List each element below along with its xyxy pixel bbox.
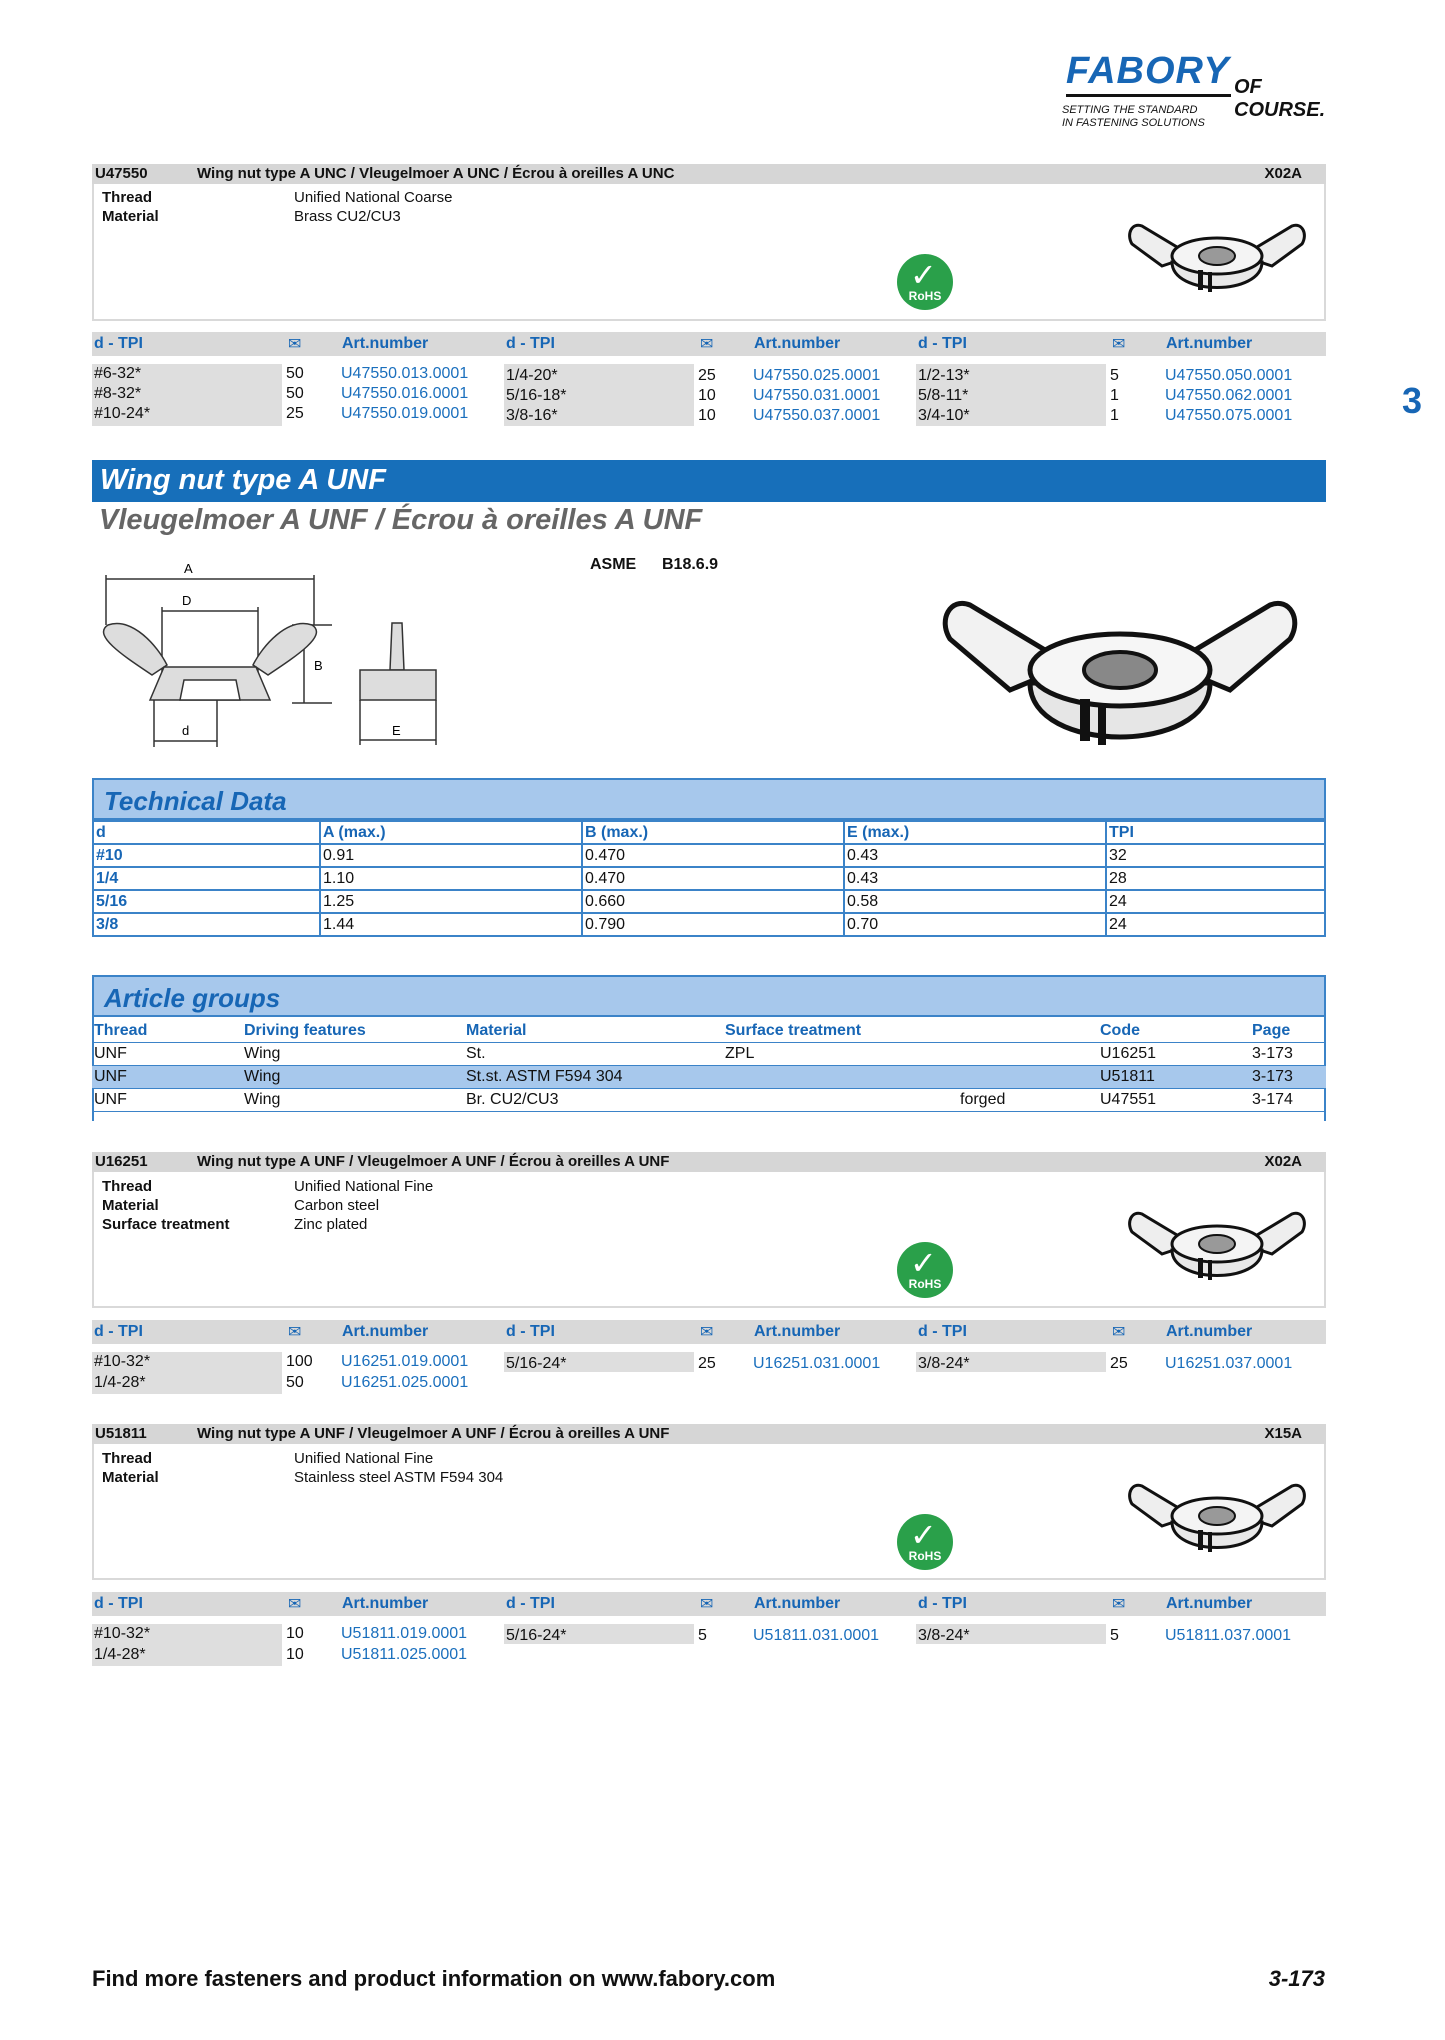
table-row — [93, 913, 1325, 936]
article-table-header — [92, 1592, 1326, 1616]
prop-value: Unified National Fine — [294, 1450, 434, 1467]
logo-brand: FABORY — [1066, 50, 1230, 92]
tech-cell: 0.660 — [582, 890, 844, 913]
thread-size: #6-32* — [94, 365, 142, 382]
article-link[interactable]: U51811.031.0001 — [753, 1627, 880, 1644]
product-header — [92, 164, 1326, 184]
tech-cell: 0.470 — [582, 867, 844, 890]
logo-tagline-1: SETTING THE STANDARD — [1062, 104, 1198, 116]
tech-header: E (max.) — [844, 821, 1106, 844]
table-row — [93, 844, 1325, 867]
thread-size: #8-32* — [94, 385, 142, 402]
table-row — [93, 867, 1325, 890]
article-groups-title-bar — [92, 975, 1326, 1017]
quantity: 1 — [1110, 387, 1119, 404]
prop-value: Zinc plated — [294, 1216, 368, 1233]
groups-cell — [958, 1043, 1098, 1066]
prop-label: Surface treatment — [102, 1216, 230, 1233]
article-link[interactable]: U16251.037.0001 — [1165, 1355, 1293, 1372]
tech-header: B (max.) — [582, 821, 844, 844]
col-dtpi: d - TPI — [94, 1323, 143, 1340]
package-icon: ✉ — [288, 1596, 302, 1613]
dim-label: A — [184, 561, 193, 576]
groups-cell: UNF — [92, 1043, 242, 1066]
groups-cell: Wing — [242, 1043, 464, 1066]
package-icon: ✉ — [700, 336, 714, 353]
tech-cell: 1/4 — [93, 867, 320, 890]
article-link[interactable]: U47550.050.0001 — [1165, 367, 1293, 384]
tech-cell: 24 — [1106, 913, 1325, 936]
groups-header — [958, 1020, 1098, 1043]
tech-cell: 5/16 — [93, 890, 320, 913]
groups-header: Thread — [92, 1020, 242, 1043]
thread-size: #10-24* — [94, 405, 151, 422]
quantity: 50 — [286, 1374, 304, 1391]
prop-value: Unified National Coarse — [294, 189, 453, 206]
tech-data-table — [92, 820, 1326, 937]
section-title-bar — [92, 460, 1326, 502]
thread-size: #10-32* — [94, 1625, 151, 1642]
groups-cell: U51811 — [1098, 1066, 1250, 1089]
thread-size: 1/4-28* — [94, 1646, 146, 1663]
table-row[interactable] — [92, 1043, 1326, 1066]
product-code: U51811 — [95, 1425, 147, 1442]
package-icon: ✉ — [1112, 1324, 1126, 1341]
quantity: 5 — [698, 1627, 707, 1644]
article-link[interactable]: U47550.062.0001 — [1165, 387, 1293, 404]
quantity: 10 — [698, 387, 716, 404]
dim-label: D — [182, 593, 192, 608]
col-art: Art.number — [754, 1323, 841, 1340]
dim-label: B — [314, 658, 323, 673]
product-description: Wing nut type A UNC / Vleugelmoer A UNC / Écrou à oreilles A UNC — [197, 165, 675, 182]
thread-size: 5/16-18* — [506, 387, 567, 404]
tech-cell: 1.25 — [320, 890, 582, 913]
package-icon: ✉ — [1112, 336, 1126, 353]
groups-cell: UNF — [92, 1066, 242, 1089]
package-icon: ✉ — [700, 1596, 714, 1613]
wing-nut-image — [1122, 1464, 1312, 1560]
article-groups-table — [92, 1020, 1326, 1112]
prop-value: Stainless steel ASTM F594 304 — [294, 1469, 504, 1486]
product-block-u16251 — [92, 1152, 1326, 1308]
col-art: Art.number — [342, 335, 429, 352]
groups-cell: St. — [464, 1043, 723, 1066]
col-dtpi: d - TPI — [506, 1595, 555, 1612]
prop-label: Thread — [102, 1178, 153, 1195]
dim-label: d — [182, 723, 190, 738]
col-art: Art.number — [342, 1595, 429, 1612]
thread-size: 3/8-24* — [918, 1627, 970, 1644]
quantity: 25 — [1110, 1355, 1128, 1372]
logo-sub: OF COURSE. — [1234, 76, 1326, 121]
tech-cell: 3/8 — [93, 913, 320, 936]
prop-value: Carbon steel — [294, 1197, 380, 1214]
quantity: 25 — [698, 1355, 716, 1372]
quantity: 50 — [286, 385, 304, 402]
tech-cell: 24 — [1106, 890, 1325, 913]
package-icon: ✉ — [700, 1324, 714, 1341]
prop-label: Thread — [102, 1450, 153, 1467]
article-link[interactable]: U51811.019.0001 — [341, 1625, 468, 1642]
col-art: Art.number — [754, 1595, 841, 1612]
page-number: 3-173 — [1268, 1966, 1325, 1991]
article-link[interactable]: U16251.019.0001 — [341, 1353, 469, 1370]
col-dtpi: d - TPI — [506, 1323, 555, 1340]
tech-header: TPI — [1106, 821, 1325, 844]
chapter-number: 3 — [1402, 380, 1423, 421]
article-link[interactable]: U51811.037.0001 — [1165, 1627, 1292, 1644]
logo-underline — [1066, 94, 1231, 97]
groups-cell: forged — [958, 1089, 1098, 1112]
rohs-badge: ✓ RoHS — [897, 254, 953, 310]
rohs-badge: ✓ RoHS — [897, 1514, 953, 1570]
groups-cell: 3-173 — [1250, 1043, 1326, 1066]
groups-cell: St.st. ASTM F594 304 — [464, 1066, 723, 1089]
tech-cell: #10 — [93, 844, 320, 867]
wing-nut-image — [1122, 1192, 1312, 1288]
col-dtpi: d - TPI — [918, 1595, 967, 1612]
col-dtpi: d - TPI — [94, 335, 143, 352]
quantity: 25 — [698, 367, 716, 384]
article-link[interactable]: U51811.025.0001 — [341, 1646, 468, 1663]
quantity: 100 — [286, 1353, 313, 1370]
tech-cell: 0.43 — [844, 844, 1106, 867]
product-symbol: X15A — [1264, 1425, 1302, 1442]
prop-value: Unified National Fine — [294, 1178, 434, 1195]
thread-size: 3/8-24* — [918, 1355, 970, 1372]
product-description: Wing nut type A UNF / Vleugelmoer A UNF / Écrou à oreilles A UNF — [197, 1425, 670, 1442]
fabory-logo — [1062, 50, 1342, 135]
article-link[interactable]: U16251.031.0001 — [753, 1355, 881, 1372]
tech-cell: 1.10 — [320, 867, 582, 890]
tech-cell: 0.70 — [844, 913, 1106, 936]
thread-size: 5/8-11* — [918, 387, 969, 404]
tech-cell: 1.44 — [320, 913, 582, 936]
quantity: 25 — [286, 405, 304, 422]
col-art: Art.number — [1166, 1595, 1253, 1612]
col-art: Art.number — [754, 335, 841, 352]
thread-size: 3/4-10* — [918, 407, 970, 424]
tech-data-title-bar — [92, 778, 1326, 820]
groups-cell: Wing — [242, 1089, 464, 1112]
quantity: 10 — [286, 1646, 304, 1663]
quantity: 5 — [1110, 367, 1119, 384]
article-link[interactable]: U47550.037.0001 — [753, 407, 881, 424]
section-subtitle: Vleugelmoer A UNF / Écrou à oreilles A UNF — [99, 504, 703, 536]
article-table-header — [92, 332, 1326, 356]
col-dtpi: d - TPI — [918, 1323, 967, 1340]
product-symbol: X02A — [1264, 165, 1302, 182]
tech-cell: 0.43 — [844, 867, 1106, 890]
col-art: Art.number — [1166, 1323, 1253, 1340]
thread-size: 1/4-20* — [506, 367, 558, 384]
product-block-u47550 — [92, 164, 1326, 321]
prop-label: Material — [102, 1197, 159, 1214]
quantity: 10 — [698, 407, 716, 424]
groups-cell — [723, 1089, 958, 1112]
groups-cell: U16251 — [1098, 1043, 1250, 1066]
tech-cell: 28 — [1106, 867, 1325, 890]
col-dtpi: d - TPI — [506, 335, 555, 352]
thread-size: 3/8-16* — [506, 407, 558, 424]
groups-cell: U47551 — [1098, 1089, 1250, 1112]
dim-label: E — [392, 723, 401, 738]
wing-nut-large-image — [930, 565, 1310, 755]
product-code: U16251 — [95, 1153, 148, 1170]
product-block-u51811 — [92, 1424, 1326, 1580]
tech-cell: 0.91 — [320, 844, 582, 867]
product-body — [92, 1444, 1326, 1580]
article-link[interactable]: U16251.025.0001 — [341, 1374, 469, 1391]
standard-label: ASME — [590, 556, 637, 573]
article-groups-title: Article groups — [104, 983, 281, 1013]
groups-cell: UNF — [92, 1089, 242, 1112]
article-link[interactable]: U47550.013.0001 — [341, 365, 469, 382]
groups-cell: 3-173 — [1250, 1066, 1326, 1089]
table-row — [93, 890, 1325, 913]
article-link[interactable]: U47550.031.0001 — [753, 387, 881, 404]
prop-value: Brass CU2/CU3 — [294, 208, 401, 225]
quantity: 10 — [286, 1625, 304, 1642]
rohs-badge: ✓ RoHS — [897, 1242, 953, 1298]
groups-cell — [958, 1066, 1098, 1089]
table-row[interactable] — [92, 1089, 1326, 1112]
quantity: 1 — [1110, 407, 1119, 424]
table-row[interactable] — [92, 1066, 1326, 1089]
thread-size: 5/16-24* — [506, 1355, 567, 1372]
quantity: 50 — [286, 365, 304, 382]
article-link[interactable]: U47550.025.0001 — [753, 367, 881, 384]
product-description: Wing nut type A UNF / Vleugelmoer A UNF / Écrou à oreilles A UNF — [197, 1153, 670, 1170]
product-body — [92, 1172, 1326, 1308]
col-art: Art.number — [342, 1323, 429, 1340]
prop-label: Material — [102, 1469, 159, 1486]
thread-size: 1/4-28* — [94, 1374, 146, 1391]
quantity: 5 — [1110, 1627, 1119, 1644]
tech-header: d — [93, 821, 320, 844]
groups-header: Surface treatment — [723, 1020, 958, 1043]
tech-data-title: Technical Data — [104, 786, 287, 816]
groups-header: Page — [1250, 1020, 1326, 1043]
col-dtpi: d - TPI — [918, 335, 967, 352]
product-body — [92, 184, 1326, 321]
article-table-header — [92, 1320, 1326, 1344]
package-icon: ✉ — [288, 336, 302, 353]
tech-cell: 32 — [1106, 844, 1325, 867]
groups-cell: ZPL — [723, 1043, 958, 1066]
col-dtpi: d - TPI — [94, 1595, 143, 1612]
thread-size: #10-32* — [94, 1353, 151, 1370]
col-art: Art.number — [1166, 335, 1253, 352]
thread-size: 1/2-13* — [918, 367, 970, 384]
groups-cell: Wing — [242, 1066, 464, 1089]
dimension-drawing-side — [350, 615, 450, 745]
prop-label: Material — [102, 208, 159, 225]
product-header — [92, 1424, 1326, 1444]
footer-text: Find more fasteners and product information on www.fabory.com — [92, 1966, 776, 1991]
groups-header: Driving features — [242, 1020, 464, 1043]
groups-cell: 3-174 — [1250, 1089, 1326, 1112]
thread-size: 5/16-24* — [506, 1627, 567, 1644]
prop-label: Thread — [102, 189, 153, 206]
product-code: U47550 — [95, 165, 148, 182]
tech-cell: 0.790 — [582, 913, 844, 936]
groups-header: Code — [1098, 1020, 1250, 1043]
article-link[interactable]: U47550.019.0001 — [341, 405, 469, 422]
section-title: Wing nut type A UNF — [100, 464, 386, 496]
logo-tagline-2: IN FASTENING SOLUTIONS — [1062, 117, 1205, 129]
tech-header: A (max.) — [320, 821, 582, 844]
groups-header: Material — [464, 1020, 723, 1043]
product-header — [92, 1152, 1326, 1172]
dimension-drawing-front — [92, 555, 332, 755]
article-link[interactable]: U47550.016.0001 — [341, 385, 469, 402]
package-icon: ✉ — [1112, 1596, 1126, 1613]
package-icon: ✉ — [288, 1324, 302, 1341]
tech-cell: 0.58 — [844, 890, 1106, 913]
groups-cell — [723, 1066, 958, 1089]
article-link[interactable]: U47550.075.0001 — [1165, 407, 1293, 424]
product-symbol: X02A — [1264, 1153, 1302, 1170]
tech-cell: 0.470 — [582, 844, 844, 867]
wing-nut-image — [1122, 204, 1312, 300]
standard-value: B18.6.9 — [662, 556, 719, 573]
groups-cell: Br. CU2/CU3 — [464, 1089, 723, 1112]
